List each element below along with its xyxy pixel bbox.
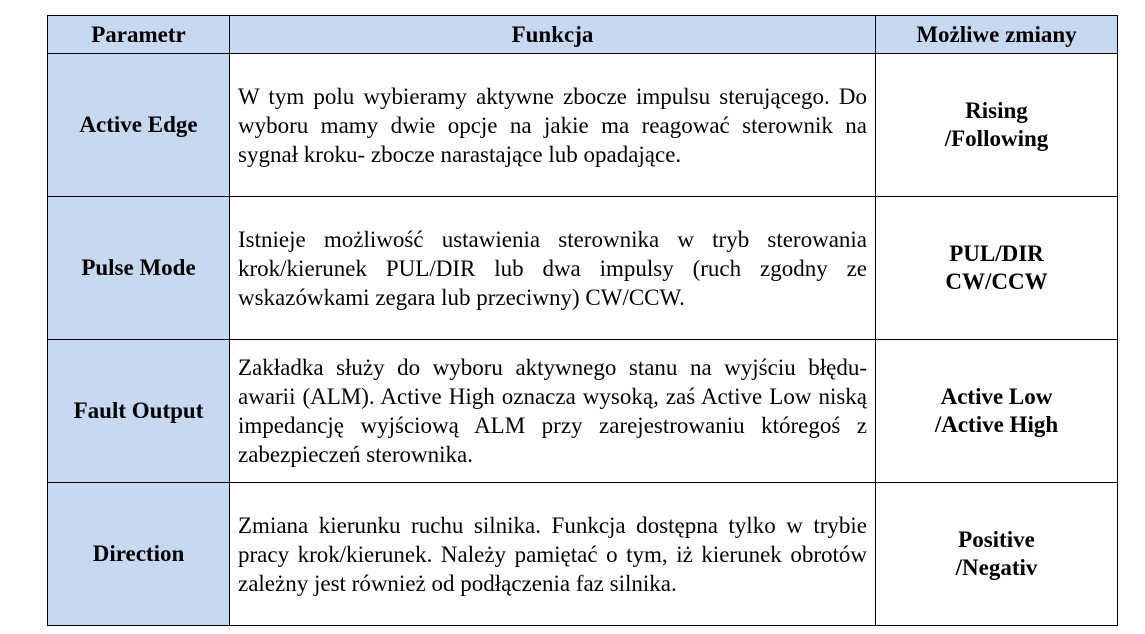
change-option: Active Low bbox=[940, 384, 1053, 409]
change-option: /Following bbox=[944, 126, 1049, 151]
change-option: PUL/DIR bbox=[949, 241, 1044, 266]
parameter-name: Pulse Mode bbox=[48, 197, 230, 340]
table-row bbox=[48, 197, 1118, 340]
function-description: W tym polu wybieramy aktywne zbocze impulsu sterującego. Do wyboru mamy dwie opcje na jakie ma reagować sterownik na sygnał kroku- zbocze narastające lub opadające. bbox=[230, 54, 876, 197]
table-row bbox=[48, 340, 1118, 483]
parameter-name: Direction bbox=[48, 483, 230, 626]
possible-changes bbox=[876, 54, 1118, 197]
header-funkcja: Funkcja bbox=[230, 16, 876, 54]
parameter-name: Active Edge bbox=[48, 54, 230, 197]
table-header-row bbox=[48, 16, 1118, 54]
function-description: Zakładka służy do wyboru aktywnego stanu na wyjściu błędu- awarii (ALM). Active High oznacza wysoką, zaś Active Low niską impedancję wyjściową ALM przy zarejestrowaniu któregoś z zabezpieczeń sterownika. bbox=[230, 340, 876, 483]
possible-changes bbox=[876, 197, 1118, 340]
header-parametr: Parametr bbox=[48, 16, 230, 54]
table-row bbox=[48, 483, 1118, 626]
change-option: Rising bbox=[965, 98, 1028, 123]
change-option: /Negativ bbox=[955, 555, 1038, 580]
function-description: Zmiana kierunku ruchu silnika. Funkcja dostępna tylko w trybie pracy krok/kierunek. Należy pamiętać o tym, iż kierunek obrotów zależny jest również od podłączenia faz silnika. bbox=[230, 483, 876, 626]
change-option: /Active High bbox=[934, 412, 1059, 437]
table-row bbox=[48, 54, 1118, 197]
header-mozliwe-zmiany: Możliwe zmiany bbox=[876, 16, 1118, 54]
parameters-table bbox=[47, 15, 1118, 626]
function-description: Istnieje możliwość ustawienia sterownika w tryb sterowania krok/kierunek PUL/DIR lub dwa impulsy (ruch zgodny ze wskazówkami zegara lub przeciwny) CW/CCW. bbox=[230, 197, 876, 340]
possible-changes bbox=[876, 483, 1118, 626]
change-option: CW/CCW bbox=[945, 269, 1048, 294]
parameter-name: Fault Output bbox=[48, 340, 230, 483]
possible-changes bbox=[876, 340, 1118, 483]
change-option: Positive bbox=[958, 527, 1035, 552]
